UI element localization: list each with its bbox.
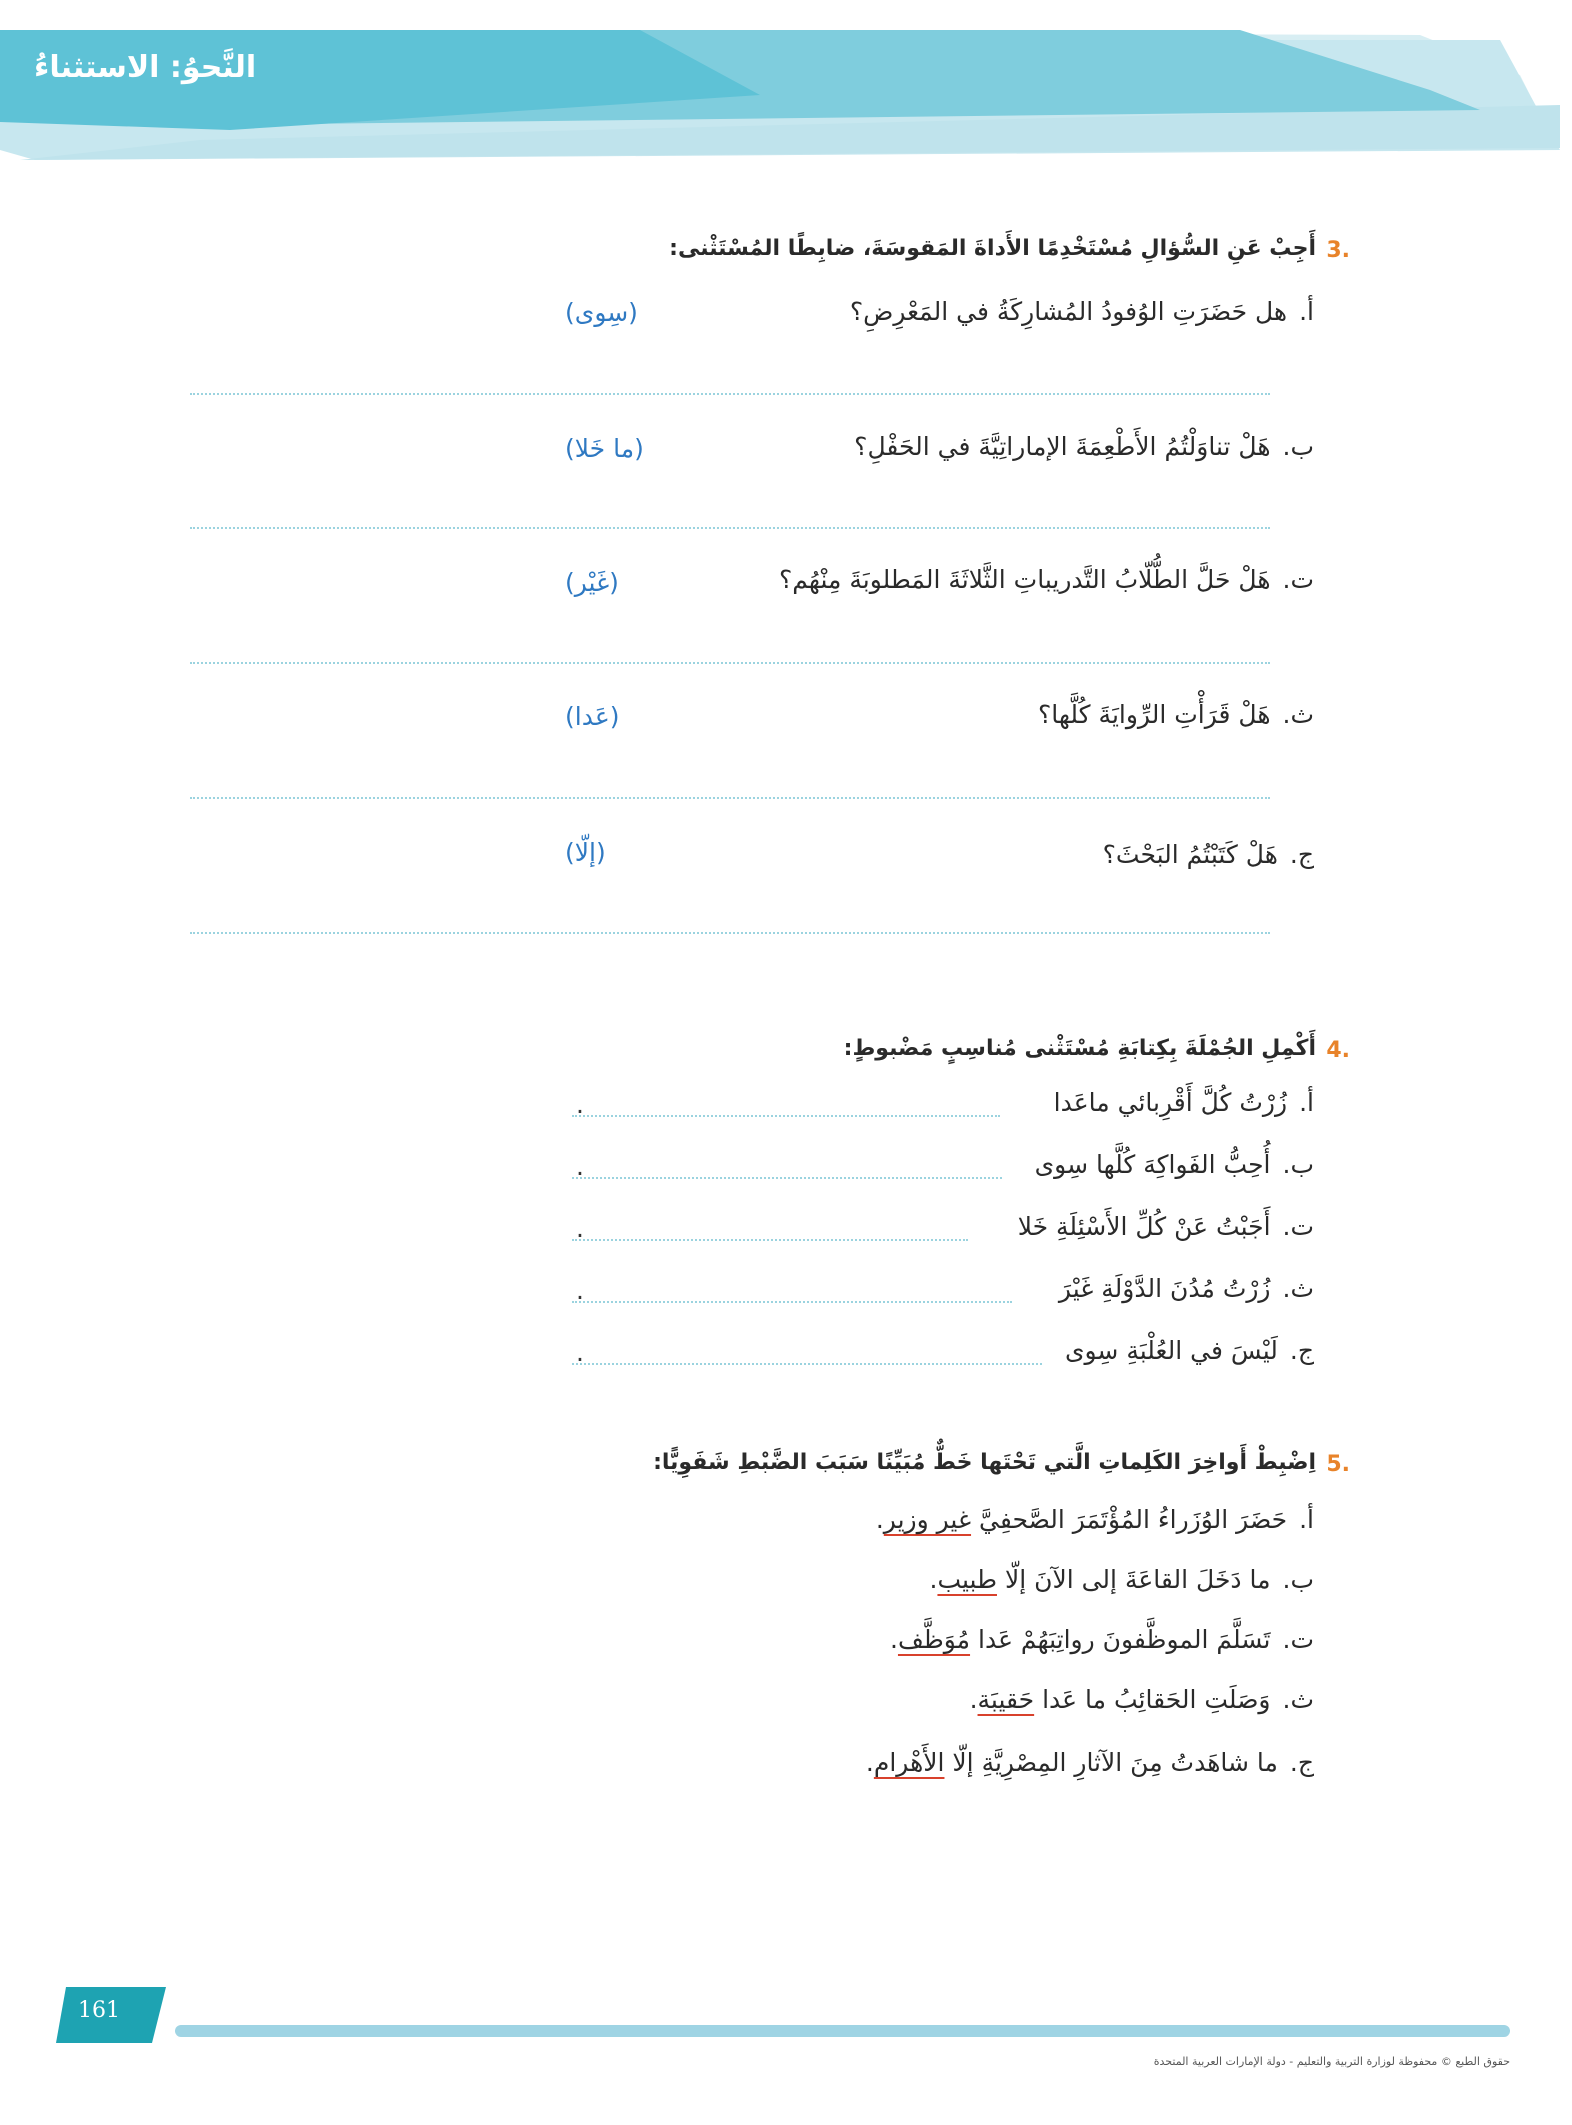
answer-blank[interactable] (572, 1301, 1012, 1303)
underline-item (970, 1685, 1314, 1714)
period-mark: . (875, 1505, 884, 1534)
item-letter: ج. (1289, 840, 1314, 869)
sentence-text: وَصَلَتِ الحَقائِبُ ما عَدا (1042, 1685, 1271, 1714)
item-letter: ج. (1289, 1336, 1314, 1365)
completion-item (1018, 1212, 1314, 1241)
page-number: 161 (78, 1998, 120, 2023)
underline-item (876, 1505, 1314, 1534)
answer-line[interactable] (190, 527, 1270, 529)
item-letter: ب. (1282, 1150, 1314, 1179)
sentence-text: أَجَبْتُ عَنْ كُلِّ الأَسْئِلَةِ خَلا (1017, 1212, 1271, 1241)
answer-line[interactable] (190, 797, 1270, 799)
answer-blank[interactable] (572, 1363, 1042, 1365)
tool-hint: (إلّا) (565, 838, 606, 867)
sentence-text: أُحِبُّ الفَواكِهَ كُلَّها سِوى (1034, 1150, 1271, 1179)
item-letter: أ. (1299, 1088, 1314, 1117)
completion-item (1065, 1336, 1314, 1365)
exercise-number: 3. (1326, 238, 1350, 263)
period-mark: . (576, 1152, 584, 1181)
sentence-text: لَيْسَ في العُلْبَةِ سِوى (1064, 1336, 1278, 1365)
period-mark: . (865, 1748, 874, 1777)
item-letter: ث. (1282, 700, 1314, 729)
exercise-instruction: أَكْمِلِ الجُمْلَةَ بِكِتابَةِ مُسْتَثْنى مُناسِبٍ مَضْبوطٍ: (843, 1036, 1316, 1061)
underlined-word: الأَهْرام (873, 1748, 945, 1777)
item-letter: ج. (1289, 1748, 1314, 1777)
sentence-text: زُرْتُ كُلَّ أَقْرِبائي ماعَدا (1053, 1088, 1288, 1117)
item-letter: ب. (1282, 432, 1314, 461)
underlined-word: غير وزير (883, 1505, 972, 1534)
sentence-text: حَضَرَ الوُزَراءُ المُؤْتَمَرَ الصَّحفِيَّ (979, 1505, 1288, 1534)
item-letter: ث. (1282, 1685, 1314, 1714)
answer-line[interactable] (190, 932, 1270, 934)
question-text: هَلْ كَتَبْتُمُ البَحْثَ؟ (1102, 840, 1278, 869)
tool-hint: (ما خَلا) (565, 434, 644, 463)
period-mark: . (576, 1214, 584, 1243)
question-text: هَلْ حَلَّ الطُّلّابُ التَّدريباتِ الثَّلاثَةَ المَطلوبَةَ مِنْهُم؟ (779, 565, 1271, 594)
period-mark: . (890, 1625, 898, 1654)
period-mark: . (576, 1090, 584, 1119)
exercise-instruction: أَجِبْ عَنِ السُّؤالِ مُسْتَخْدِمًا الأَداةَ المَقوسَةَ، ضابِطًا المُسْتَثْنى: (669, 236, 1316, 261)
answer-blank[interactable] (572, 1177, 1002, 1179)
question-text: هل حَضَرَتِ الوُفودُ المُشارِكَةُ في المَعْرِضِ؟ (849, 297, 1288, 326)
answer-blank[interactable] (572, 1115, 1000, 1117)
item-letter: ت. (1282, 1212, 1314, 1241)
underlined-word: حَقيبَة (977, 1685, 1035, 1714)
answer-line[interactable] (190, 662, 1270, 664)
underlined-word: طبيب (937, 1565, 997, 1594)
sentence-text: ما دَخَلَ القاعَةَ إلى الآنَ إلّا (1004, 1565, 1271, 1594)
sentence-text: زُرْتُ مُدُنَ الدَّوْلَةِ غَيْرَ (1058, 1274, 1271, 1303)
period-mark: . (576, 1276, 584, 1305)
question-item (1038, 700, 1314, 729)
item-letter: ت. (1282, 565, 1314, 594)
question-item (1103, 840, 1314, 869)
header-banner (0, 0, 1572, 190)
period-mark: . (929, 1565, 938, 1594)
sentence-text: تَسَلَّمَ الموظَّفونَ رواتِبَهُمْ عَدا (978, 1625, 1271, 1654)
item-letter: ب. (1282, 1565, 1314, 1594)
sentence-text: ما شاهَدتُ مِنَ الآثارِ المِصْرِيَّةِ إلّا (952, 1748, 1278, 1777)
answer-blank[interactable] (572, 1239, 968, 1241)
question-text: هَلْ قَرَأْتِ الرِّوايَةَ كُلَّها؟ (1038, 700, 1271, 729)
question-item (850, 297, 1314, 326)
question-item (854, 432, 1314, 461)
question-text: هَلْ تناوَلْتُمُ الأَطْعِمَةَ الإماراتِيَّةَ في الحَفْلِ؟ (854, 432, 1271, 461)
answer-line[interactable] (190, 393, 1270, 395)
completion-item (1054, 1088, 1314, 1117)
exercise-number: 5. (1326, 1452, 1350, 1477)
copyright-notice: حقوق الطبع © محفوظة لوزارة التربية والتعليم - دولة الإمارات العربية المتحدة (1153, 2055, 1510, 2068)
completion-item (1059, 1274, 1314, 1303)
question-item (779, 565, 1314, 594)
underline-item (866, 1748, 1314, 1777)
underline-item (929, 1565, 1314, 1594)
completion-item (1035, 1150, 1314, 1179)
underline-item (890, 1625, 1314, 1654)
period-mark: . (576, 1338, 584, 1367)
underlined-word: مُوَظَّف (897, 1625, 971, 1654)
period-mark: . (969, 1685, 978, 1714)
tool-hint: (عَدا) (565, 702, 620, 731)
exercise-instruction: اِضْبِطْ أَواخِرَ الكَلِماتِ الَّتي تَحْتَها خَطٌّ مُبَيِّنًا سَبَبَ الضَّبْطِ شَفَوِيًّا: (653, 1450, 1316, 1475)
tool-hint: (غَيْر) (565, 568, 619, 597)
item-letter: أ. (1299, 297, 1314, 326)
exercise-number: 4. (1326, 1038, 1350, 1063)
tool-hint: (سِوى) (565, 298, 638, 327)
item-letter: ت. (1282, 1625, 1314, 1654)
footer-bar (175, 2025, 1510, 2037)
item-letter: أ. (1299, 1505, 1314, 1534)
page-title: النَّحوُ: الاستثناءُ (34, 50, 257, 85)
item-letter: ث. (1282, 1274, 1314, 1303)
